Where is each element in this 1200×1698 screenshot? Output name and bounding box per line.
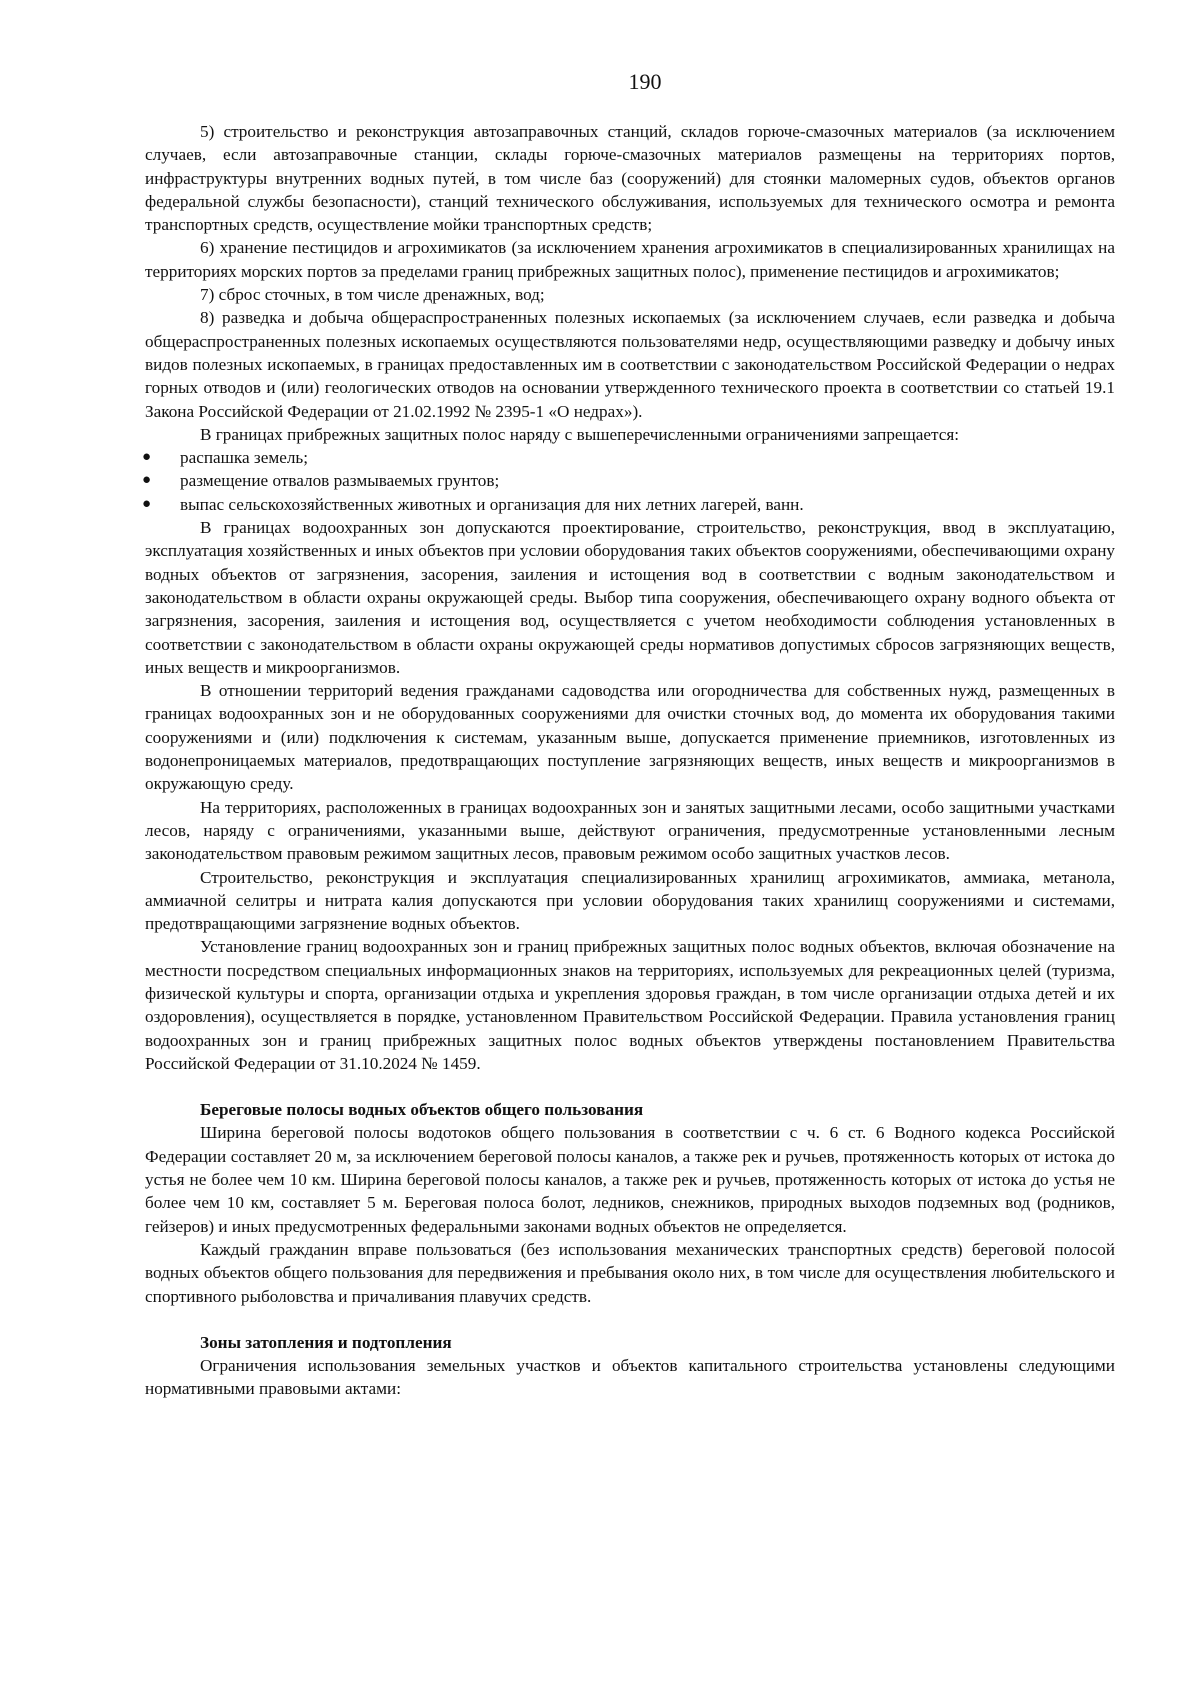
document-page bbox=[142, 68, 1115, 1401]
paragraph-prohibitions-intro: В границах прибрежных защитных полос наряду с вышеперечисленными ограничениями запрещается: bbox=[200, 424, 960, 444]
bullet-icon: ● bbox=[142, 472, 152, 489]
section-heading-shore-strips: Береговые полосы водных объектов общего пользования bbox=[200, 1100, 644, 1120]
paragraph-agrochemical-storage: Строительство, реконструкция и эксплуатация специализированных хранилищ агрохимикатов, аммиака, метанола, аммиачной селитры и нитрата калия допускаются при условии оборудования таких хранилищ сооружениями и системами, предотвращающими загрязнение водных объектов. bbox=[145, 867, 1115, 934]
list-item bbox=[142, 493, 1115, 516]
page-number: 190 bbox=[628, 69, 662, 94]
bullet-icon: ● bbox=[142, 449, 152, 466]
paragraph-item-5: 5) строительство и реконструкция автозаправочных станций, складов горюче-смазочных материалов (за исключением случаев, если автозаправочные станции, склады горюче-смазочных материалов размещены на территориях портов, инфраструктуры внутренних водных путей, в том числе баз (сооружений) для стоянки маломерных судов, объектов органов федеральной службы безопасности), станций технического обслуживания, используемых для технического осмотра и ремонта транспортных средств, осуществление мойки транспортных средств; bbox=[145, 122, 1115, 235]
paragraph-boundary-establishment: Установление границ водоохранных зон и границ прибрежных защитных полос водных объектов, включая обозначение на местности посредством специальных информационных знаков на территориях, используемых для рекреационных целей (туризма, физической культуры и спорта, организации отдыха и укрепления здоровья граждан, в том числе организации отдыха детей и их оздоровления), осуществляется в порядке, установленном Правительством Российской Федерации. Правила установления границ водоохранных зон и границ прибрежных защитных полос водных объектов утверждены постановлением Правительства Российской Федерации от 31.10.2024 № 1459. bbox=[145, 937, 1115, 1073]
list-item-text: размещение отвалов размываемых грунтов; bbox=[180, 471, 500, 491]
prohibitions-list bbox=[142, 446, 1115, 516]
paragraph-shore-strip-width: Ширина береговой полосы водотоков общего пользования в соответствии с ч. 6 ст. 6 Водного кодекса Российской Федерации составляет 20 м, за исключением береговой полосы каналов, а также рек и ручьев, протяженность которых от истока до устья не более чем 10 км. Ширина береговой полосы каналов, а также рек и ручьев, протяженность которых от истока до устья не более чем 10 км, составляет 5 м. Береговая полоса болот, ледников, снежников, природных выходов подземных вод (родников, гейзеров) и иных предусмотренных федеральными законами водных объектов не определяется. bbox=[145, 1123, 1115, 1236]
paragraph-water-protection-zones: В границах водоохранных зон допускаются проектирование, строительство, реконструкция, ввод в эксплуатацию, эксплуатация хозяйственных и иных объектов при условии оборудования таких объектов сооружениями, обеспечивающими охрану водных объектов от загрязнения, засорения, заиления и истощения вод в соответствии с водным законодательством и законодательством в области охраны окружающей среды. Выбор типа сооружения, обеспечивающего охрану водного объекта от загрязнения, засорения, заиления и истощения вод, осуществляется с учетом необходимости соблюдения установленных в соответствии с законодательством в области охраны окружающей среды нормативов допустимых сбросов загрязняющих веществ, иных веществ и микроорганизмов. bbox=[145, 518, 1115, 677]
list-item-text: распашка земель; bbox=[180, 448, 309, 468]
list-item-text: выпас сельскохозяйственных животных и организация для них летних лагерей, ванн. bbox=[180, 494, 804, 514]
section-heading-flood-zones: Зоны затопления и подтопления bbox=[200, 1332, 452, 1352]
paragraph-gardening-territories: В отношении территорий ведения гражданами садоводства или огородничества для собственных нужд, размещенных в границах водоохранных зон и не оборудованных сооружениями для очистки сточных вод, до момента их оборудования такими сооружениями и (или) подключения к системам, указанным выше, допускается применение приемников, изготовленных из водонепроницаемых материалов, предотвращающих поступление загрязняющих веществ, иных веществ и микроорганизмов в окружающую среду. bbox=[145, 681, 1115, 794]
list-item bbox=[142, 469, 1115, 492]
paragraph-item-7: 7) сброс сточных, в том числе дренажных, вод; bbox=[200, 285, 545, 305]
paragraph-flood-zones-intro: Ограничения использования земельных участков и объектов капитального строительства установлены следующими нормативными правовыми актами: bbox=[145, 1356, 1115, 1399]
list-item bbox=[142, 446, 1115, 469]
paragraph-protective-forests: На территориях, расположенных в границах водоохранных зон и занятых защитными лесами, особо защитными участками лесов, наряду с ограничениями, указанными выше, действуют ограничения, предусмотренные установленными лесным законодательством правовым режимом защитных лесов, правовым режимом особо защитных участков лесов. bbox=[145, 797, 1115, 864]
paragraph-shore-strip-use: Каждый гражданин вправе пользоваться (без использования механических транспортных средств) береговой полосой водных объектов общего пользования для передвижения и пребывания около них, в том числе для осуществления любительского и спортивного рыболовства и причаливания плавучих средств. bbox=[145, 1239, 1115, 1306]
bullet-icon: ● bbox=[142, 495, 152, 512]
paragraph-item-6: 6) хранение пестицидов и агрохимикатов (за исключением хранения агрохимикатов в специализированных хранилищах на территориях морских портов за пределами границ прибрежных защитных полос), применение пестицидов и агрохимикатов; bbox=[145, 238, 1115, 281]
paragraph-item-8: 8) разведка и добыча общераспространенных полезных ископаемых (за исключением случаев, если разведка и добыча общераспространенных полезных ископаемых осуществляются пользователями недр, осуществляющими разведку и добычу иных видов полезных ископаемых, в границах предоставленных им в соответствии с законодательством Российской Федерации о недрах горных отводов и (или) геологических отводов на основании утвержденного технического проекта в соответствии со статьей 19.1 Закона Российской Федерации от 21.02.1992 № 2395-1 «О недрах»). bbox=[145, 308, 1115, 421]
